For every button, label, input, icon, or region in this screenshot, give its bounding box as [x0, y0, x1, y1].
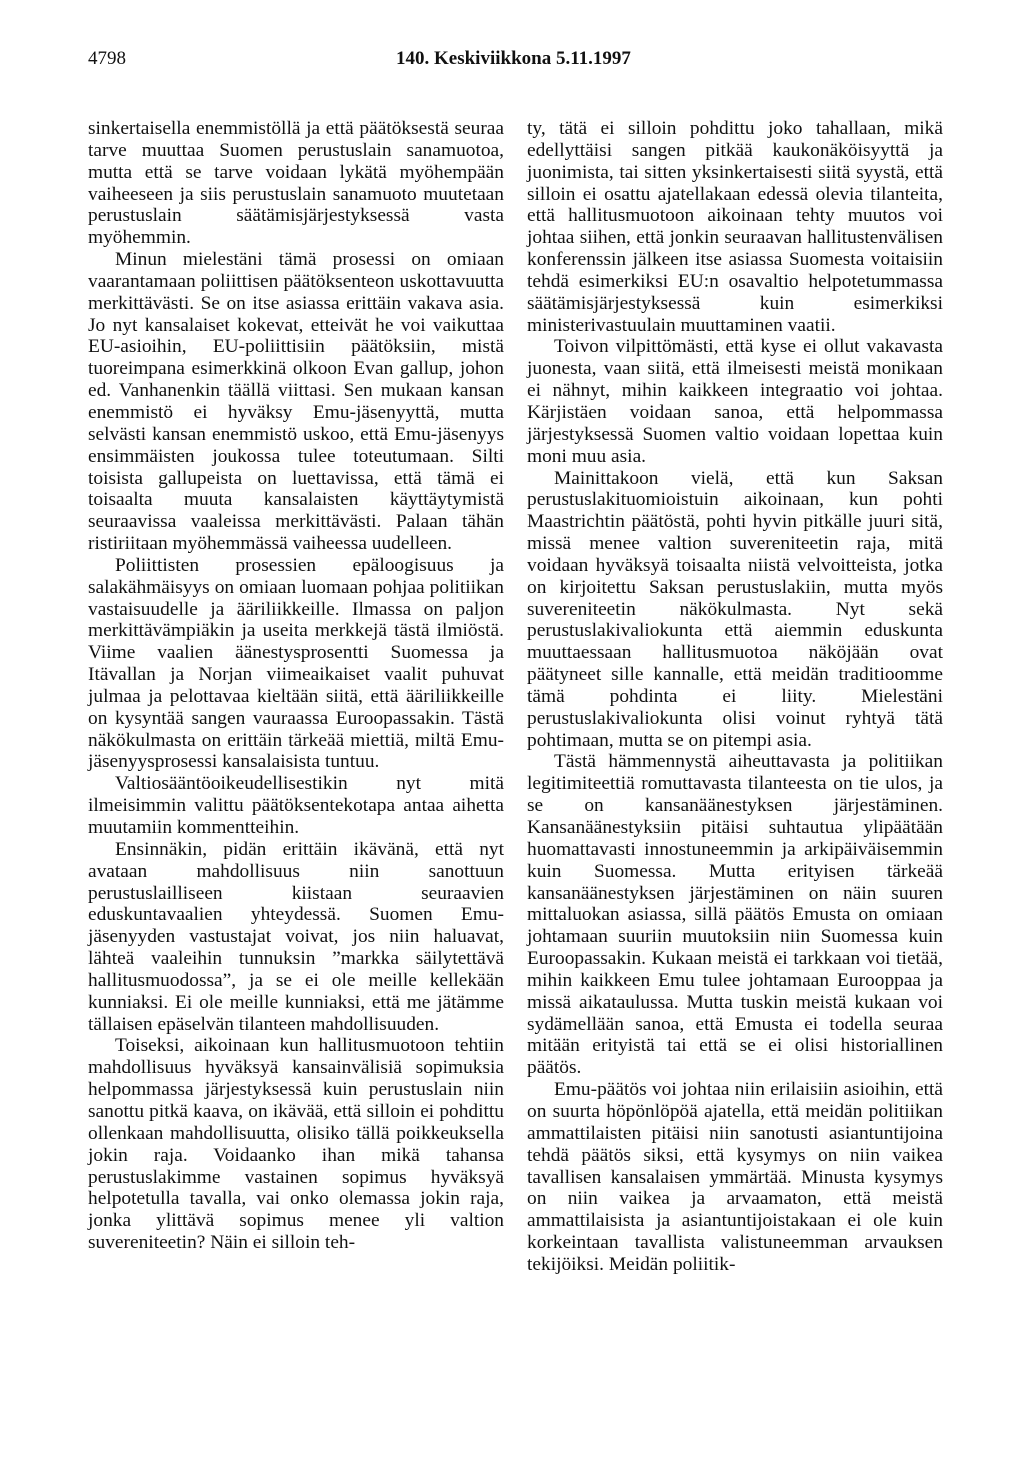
paragraph: Toiseksi, aikoinaan kun hallitusmuotoon tehtiin mahdollisuus hyväksyä kansainvälisiä sopimuksia helpommassa järjestyksessä kuin perustuslain niin sanottu pitkä kaava, on ikävää, että silloin ei pohdittu ollenkaan mahdollisuutta, olisiko tällä poikkeuksella jokin raja. Voidaanko ihan mikä tahansa perustuslakimme vastainen sopimus hyväksyä helpotetulla tavalla, vai onko olemassa jokin raja, jonka ylittävä sopimus menee yli valtion suvereniteetin? Näin ei silloin teh- [88, 1035, 504, 1254]
paragraph: Ensinnäkin, pidän erittäin ikävänä, että nyt avataan mahdollisuus niin sanottuun perustuslailliseen kiistaan seuraavien eduskuntavaalien yhteydessä. Suomen Emu-jäsenyyden vastustajat voivat, jos niin haluavat, lähteä vaaleihin tunnuksin ”markka säilytettävä hallitusmuodossa”, ja se ei ole meille kellekään kunniaksi. Ei ole meille kunniaksi, että me jätämme tällaisen epäselvän tilanteen mahdollisuuden. [88, 838, 504, 1035]
paragraph: sinkertaisella enemmistöllä ja että päätöksestä seuraa tarve muuttaa Suomen perustuslain sanamuotoa, mutta että se tarve voidaan lykätä myöhempään vaiheeseen ja siis perustuslain sanamuoto muutetaan perustuslain säätämisjärjestyksessä vasta myöhemmin. [88, 118, 504, 249]
right-text-column [527, 118, 943, 1276]
paragraph: Poliittisten prosessien epäloogisuus ja salakähmäisyys on omiaan luomaan pohjaa politiikan vastaisuudelle ja ääriliikkeille. Ilmassa on paljon merkittävämpiäkin ja useita merkkejä tästä ilmiöstä. Viime vaalien äänestysprosentti Suomessa ja Itävallan ja Norjan viimeaikaiset vaalit puhuvat julmaa ja pelottavaa kieltään siitä, että ääriliikkeille on kysyntää sangen vauraassa Euroopassakin. Tästä näkökulmasta on erittäin tärkeää miettiä, miltä Emu-jäsenyysprosessi kansalaisista tuntuu. [88, 554, 504, 773]
paragraph: Minun mielestäni tämä prosessi on omiaan vaarantamaan poliittisen päätöksenteon uskottavuutta merkittävästi. Se on itse asiassa erittäin vakava asia. Jo nyt kansalaiset kokevat, etteivät he voi vaikuttaa EU-asioihin, EU-poliittisiin päätöksiin, mistä tuoreimpana esimerkkinä olkoon Evan gallup, johon ed. Vanhanenkin täällä viittasi. Sen mukaan kansan enemmistö ei hyväksy Emu-jäsenyyttä, mutta selvästi kansan enemmistö uskoo, että Emu-jäsenyys ensimmäisten joukossa tulee toteutumaan. Silti toisista gallupeista on luettavissa, että tämä ei toisaalta muuta kansalaisten käyttäytymistä seuraavissa vaaleissa merkittävästi. Palaan tähän ristiriitaan myöhemmässä vaiheessa uudelleen. [88, 249, 504, 555]
page-number: 4798 [88, 48, 126, 69]
paragraph: Tästä hämmennystä aiheuttavasta ja politiikan legitimiteettiä romuttavasta tilanteesta on tie ulos, ja se on kansanäänestyksen järjestäminen. Kansanäänestyksiin pitäisi suhtautua ylipäätään huomattavasti innostuneemmin ja arkipäiväisemmin kuin Suomessa. Mutta erityisen tärkeää kansanäänestyksen järjestäminen on näin suuren mittaluokan asiassa, sillä päätös Emusta on omiaan johtamaan suuriin muutoksiin niin Suomessa kuin Euroopassakin. Kukaan meistä ei tarkkaan voi tietää, mihin kaikkeen Emu tulee johtamaan Eurooppaa ja missä aikataulussa. Mutta tuskin meistä kukaan voi sydämellään sanoa, että Emusta ei todella seuraa mitään erityistä tai että se ei olisi historiallinen päätös. [527, 751, 943, 1079]
paragraph: Toivon vilpittömästi, että kyse ei ollut vakavasta juonesta, vaan siitä, että ilmeisesti meistä monikaan ei nähnyt, mihin kaikkeen integraatio voi johtaa. Kärjistäen voidaan sanoa, että helpommassa järjestyksessä Suomen valtio voidaan lopettaa kuin moni muu asia. [527, 336, 943, 467]
session-date-title: 140. Keskiviikkona 5.11.1997 [396, 48, 631, 69]
paragraph: Valtiosääntöoikeudellisestikin nyt mitä ilmeisimmin valittu päätöksentekotapa antaa aihetta muutamiin kommentteihin. [88, 773, 504, 838]
page-header [88, 48, 968, 78]
paragraph: ty, tätä ei silloin pohdittu joko tahallaan, mikä edellyttäisi sangen pitkää kaukonäköisyyttä ja juonimista, tai sitten yksinkertaisesti siitä syystä, että silloin ei osattu ajatellakaan edessä olevia tilanteita, että hallitusmuotoon aikoinaan tehty muutos voi johtaa siihen, että jonkin seuraavan hallitustenvälisen konferenssin jälkeen itse asiassa Suomesta voitaisiin tehdä esimerkiksi EU:n osavaltio helpotetummassa säätämisjärjestyksessä kuin esimerkiksi ministerivastuulain muuttaminen vaatii. [527, 118, 943, 336]
left-text-column [88, 118, 504, 1254]
paragraph: Emu-päätös voi johtaa niin erilaisiin asioihin, että on suurta höpönlöpöä ajatella, että meidän politiikan ammattilaisten pitäisi niin sanotusti asiantuntijoina tehdä päätös siksi, että kysymys on niin vaikea tavallisen kansalaisen ymmärtää. Minusta kysymys on niin vaikea ja arvaamaton, että meistä ammattilaisista ja asiantuntijoistakaan ei ole kuin korkeintaan tavallista valistuneemman arvauksen tekijöiksi. Meidän poliitik- [527, 1079, 943, 1275]
paragraph: Mainittakoon vielä, että kun Saksan perustuslakituomioistuin aikoinaan, kun pohti Maastrichtin päätöstä, pohti hyvin pitkälle juuri sitä, missä menee valtion suvereniteetin raja, mitä voidaan hyväksyä toisaalta niistä velvoitteista, jotka on kirjoitettu Saksan perustuslakiin, mutta myös suvereniteetin näkökulmasta. Nyt sekä perustuslakivaliokunta että aiemmin eduskunta muuttaessaan hallitusmuotoa näköjään ovat päätyneet sille kannalle, että meidän traditioomme tämä pohdinta ei liity. Mielestäni perustuslakivaliokunta olisi voinut ryhtyä tätä pohtimaan, mutta se on pitempi asia. [527, 467, 943, 751]
